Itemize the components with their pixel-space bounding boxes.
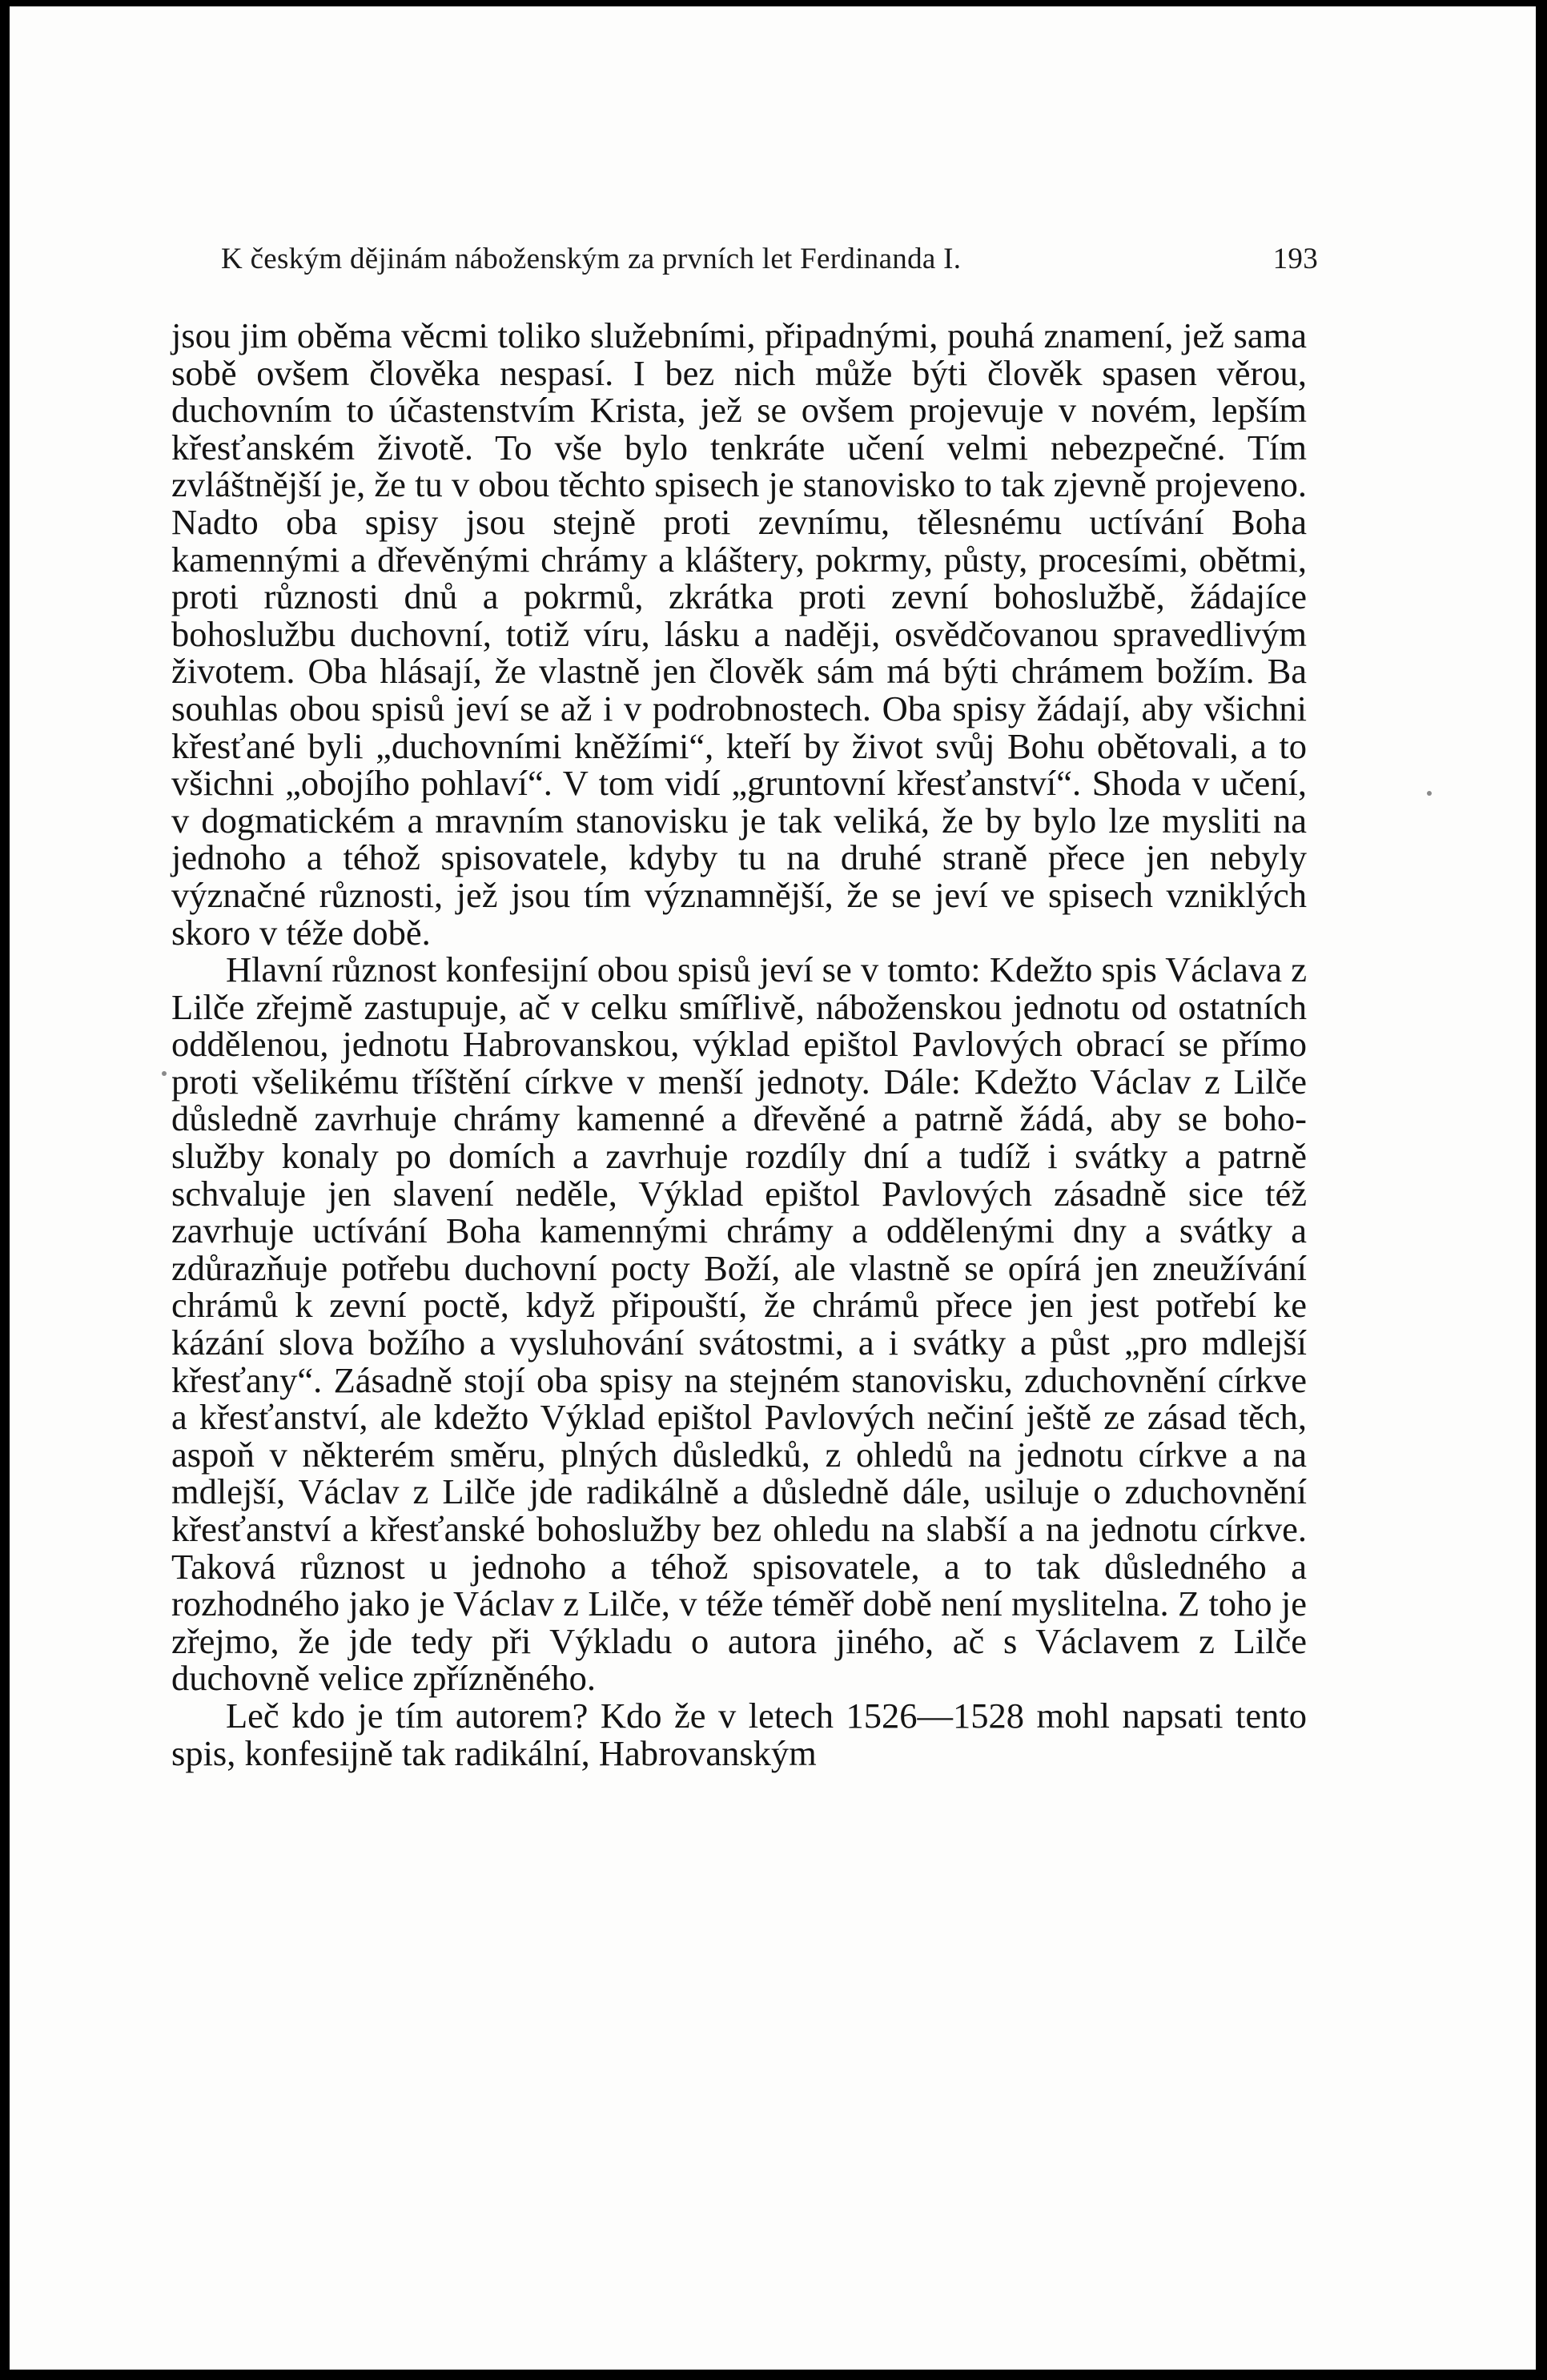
body-text	[171, 317, 1307, 1772]
stray-ink-dot	[162, 1071, 167, 1076]
stray-ink-dot	[1427, 791, 1432, 796]
book-page	[10, 6, 1536, 2370]
page-number: 193	[1272, 243, 1318, 275]
running-title: K českým dějinám náboženským za prvních let Ferdinanda I.	[221, 243, 962, 275]
page-header	[221, 242, 1318, 282]
paragraph-1: jsou jim oběma věcmi toliko služebními, připadnými, pouhá znamení, jež sama sobě ovšem člověka nespasí. I bez nich může býti člověk spasen věrou, duchovním to účastenstvím Krista, jež se ovšem projevuje v novém, lepším křesťanském životě. To vše bylo tenkráte učení velmi nebezpečné. Tím zvláštnější je, že tu v obou těchto spisech je stanovisko to tak zjevně projeveno. Nadto oba spisy jsou stejně proti zevnímu, tělesnému uctívání Boha kamennými a dřevěnými chrámy a kláštery, pokrmy, půsty, procesími, obětmi, proti různosti dnů a pokrmů, zkrátka proti zevní bohoslužbě, žádajíce bohoslužbu duchovní, totiž víru, lásku a naději, osvědčovanou spravedlivým životem. Oba hlásají, že vlastně jen člověk sám má býti chrámem božím. Ba souhlas obou spisů jeví se až i v podrobnostech. Oba spisy žádají, aby všichni křesťané byli „duchovními kněžími“, kteří by život svůj Bohu obětovali, a to všichni „obojího pohlaví“. V tom vidí „gruntovní křesťanství“. Shoda v učení, v dogmatickém a mravním stanovisku je tak veliká, že by bylo lze mysliti na jednoho a téhož spisovatele, kdyby tu na druhé straně přece jen nebyly význačné různosti, jež jsou tím významnější, že se jeví ve spisech vzniklých skoro v téže době.	[171, 315, 1307, 953]
paragraph-3: Leč kdo je tím autorem? Kdo že v letech 1526—1528 mohl napsati tento spis, konfesijně tak radikální, Habrovanským	[171, 1695, 1307, 1773]
paragraph-2: Hlavní různost konfesijní obou spisů jeví se v tomto: Kdežto spis Václava z Lilče zřejmě zastupuje, ač v celku smířlivě, náboženskou jednotu od ostatních oddělenou, jednotu Habrovanskou, výklad epištol Pavlových obrací se přímo proti všelikému tříštění církve v menší jednoty. Dále: Kdežto Václav z Lilče důsledně zavrhuje chrámy kamenné a dřevěné a patrně žádá, aby se bohoslužby konaly po domích a zavrhuje rozdíly dní a tudíž i svátky a patrně schvaluje jen slavení neděle, Výklad epištol Pavlových zásadně sice též zavrhuje uctívání Boha kamennými chrámy a oddělenými dny a svátky a zdůrazňuje potřebu duchovní pocty Boží, ale vlastně se opírá jen zneužívání chrámů k zevní poctě, když připouští, že chrámů přece jen jest potřebí ke kázání slova božího a vysluhování svátostmi, a i svátky a půst „pro mdlejší křesťany“. Zásadně stojí oba spisy na stejném stanovisku, zduchovnění církve a křesťanství, ale kdežto Výklad epištol Pavlových nečiní ještě ze zásad těch, aspoň v některém směru, plných důsledků, z ohledů na jednotu církve a na mdlejší, Václav z Lilče jde radikálně a důsledně dále, usiluje o zduchovnění křesťanství a křesťanské bohoslužby bez ohledu na slabší a na jednotu církve. Taková různost u jednoho a téhož spisovatele, a to tak důsledného a rozhodného jako je Václav z Lilče, v téže téměř době není myslitelna. Z toho je zřejmo, že jde tedy při Výkladu o autora jiného, ač s Václavem z Lilče duchovně velice zpřízněného.	[171, 949, 1307, 1699]
